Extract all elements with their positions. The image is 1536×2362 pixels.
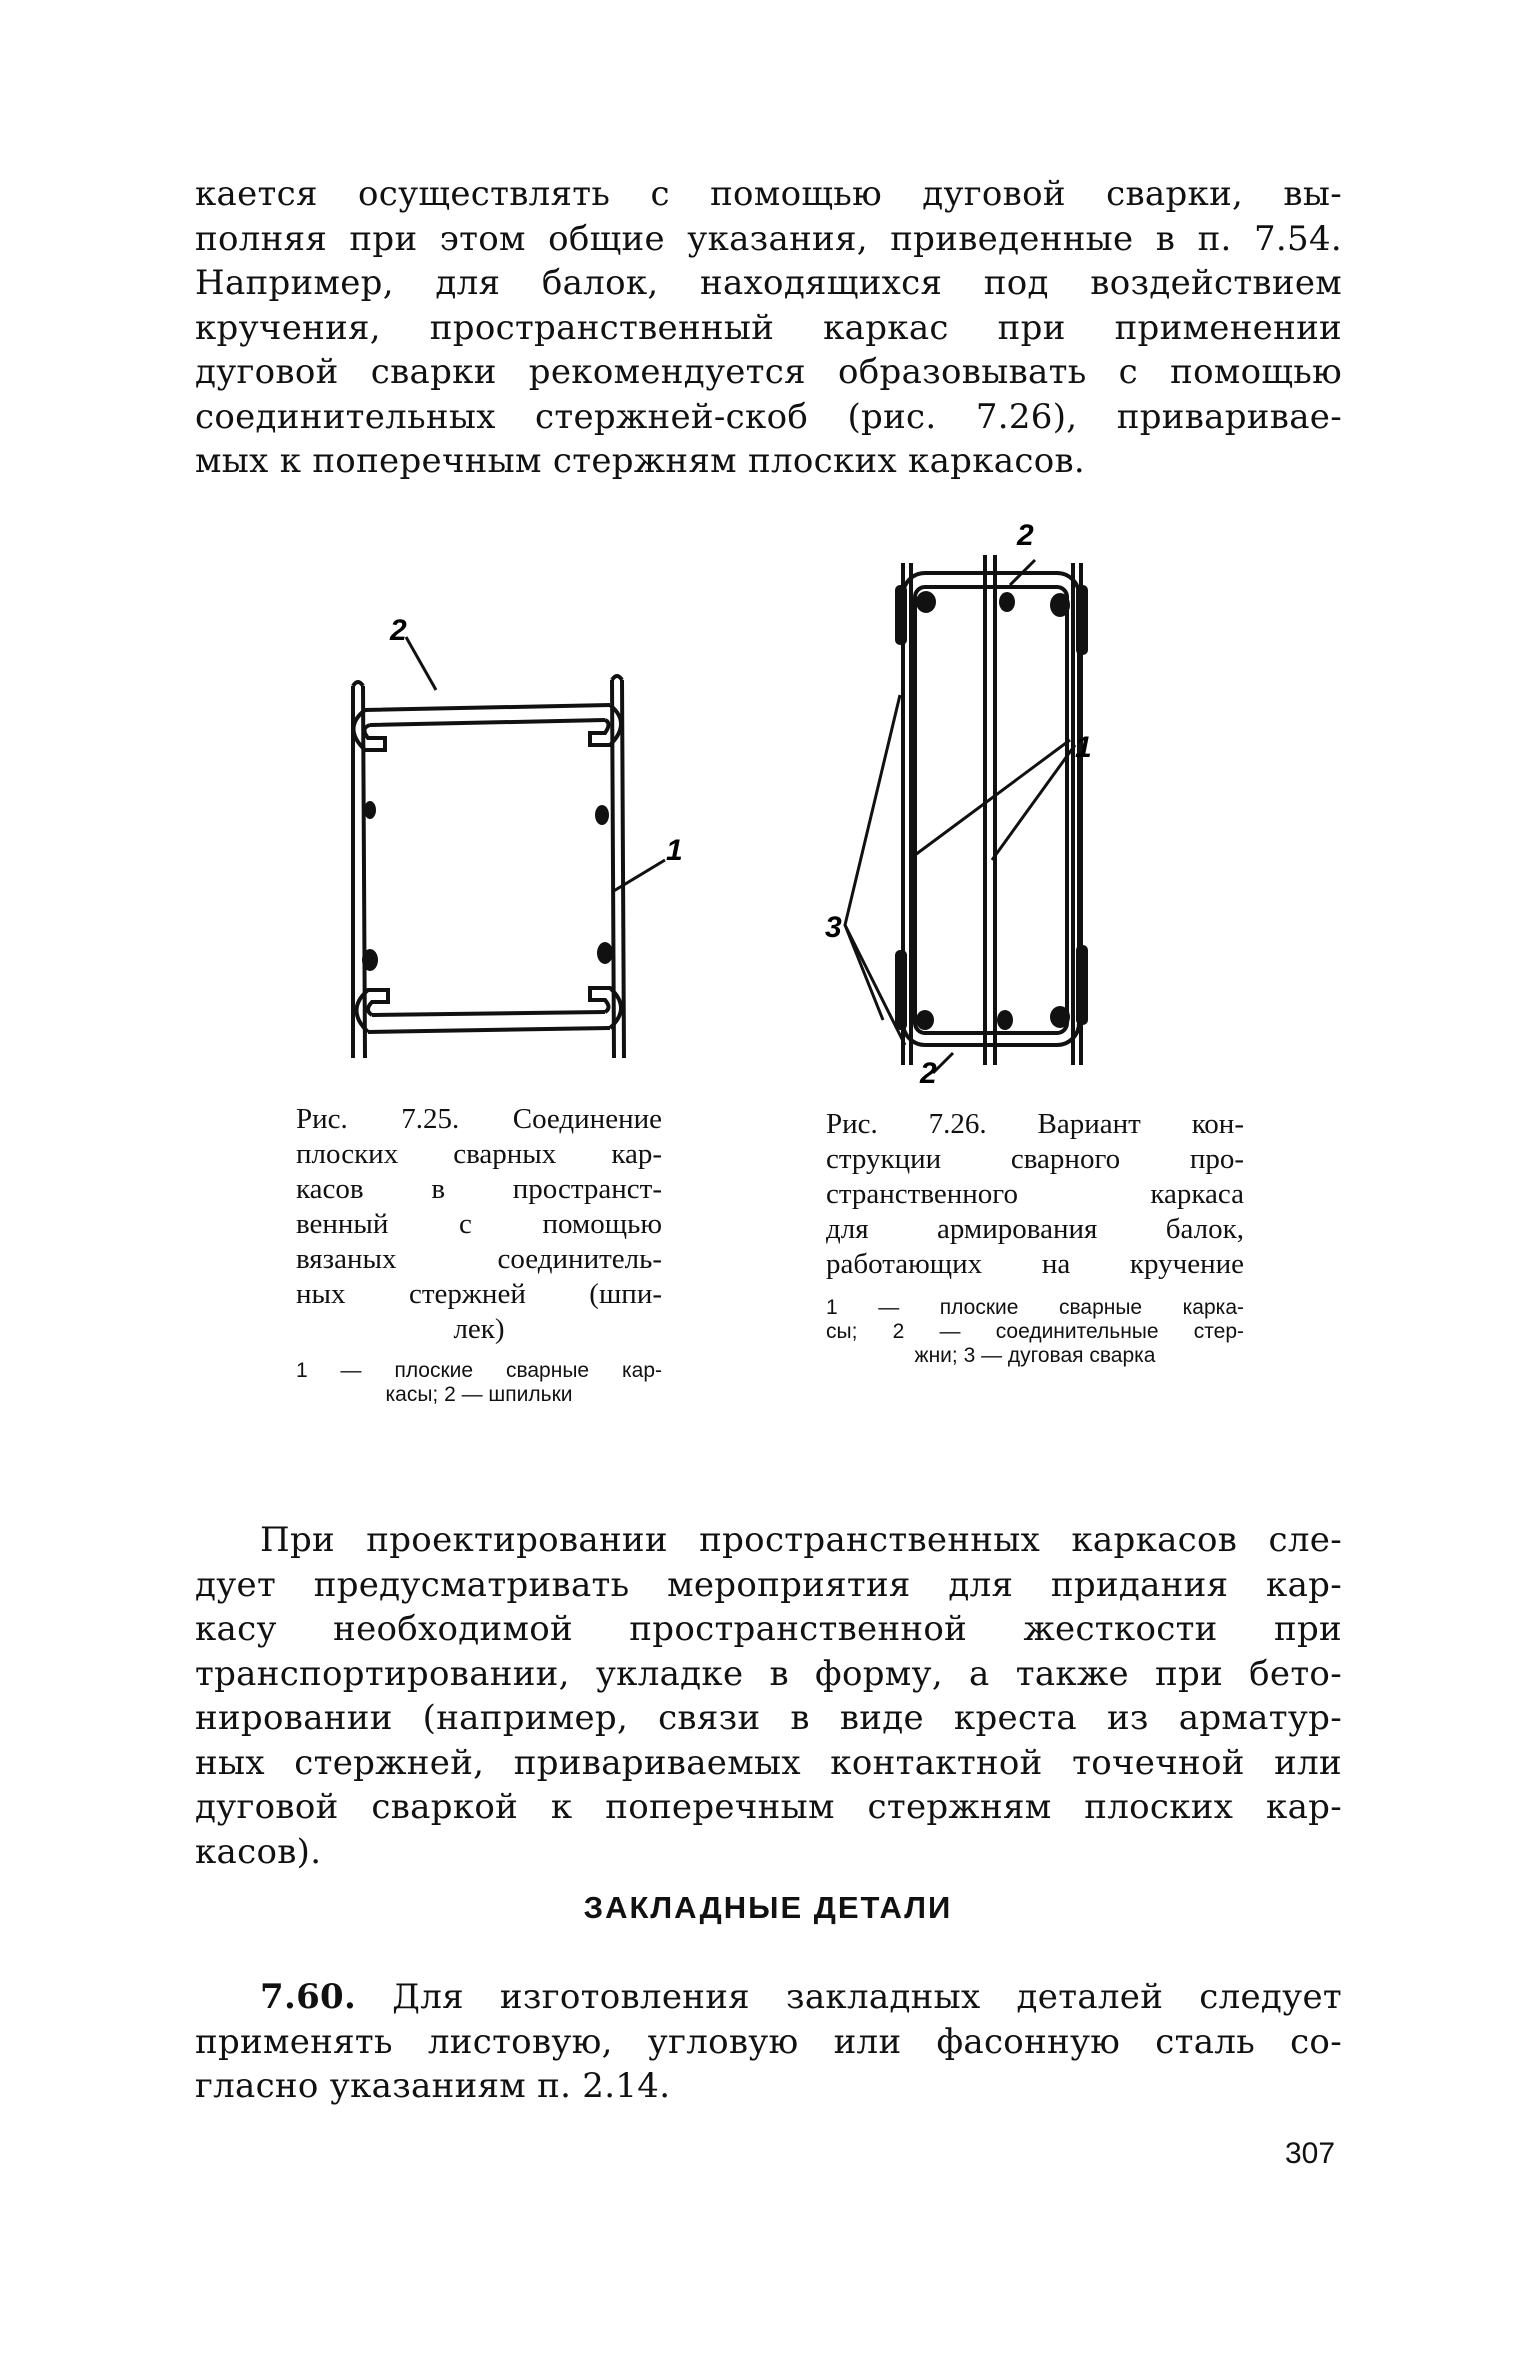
text-line: ных стержней, привариваемых контактной точечной или [195, 1742, 1342, 1783]
paragraph-7-60 [195, 1975, 1342, 2109]
caption-line: для армирования балок, [826, 1213, 1244, 1245]
label-1: 1 [1075, 731, 1092, 764]
text-line: транспортировании, укладке в форму, а также при бето- [195, 1653, 1342, 1694]
text-line: кручения, пространственный каркас при применении [195, 307, 1342, 348]
caption-line: вязаных соединитель- [296, 1243, 662, 1275]
text-line: полняя при этом общие указания, приведенные в п. 7.54. [195, 218, 1342, 259]
caption-line: венный с помощью [296, 1208, 662, 1240]
caption-line: ных стержней (шпи- [296, 1278, 662, 1310]
section-heading: ЗАКЛАДНЫЕ ДЕТАЛИ [583, 1890, 953, 1925]
text-line: дуговой сварки рекомендуется образовывать с помощью [195, 352, 1342, 392]
text-line: дует предусматривать мероприятия для придания кар- [195, 1564, 1342, 1605]
text-line: гласно указаниям п. 2.14. [195, 2066, 671, 2106]
text-line: применять листовую, угловую или фасонную сталь со- [195, 2021, 1342, 2062]
caption-line: Рис. 7.26. Вариант кон- [826, 1108, 1244, 1140]
paragraph-middle [195, 1518, 1342, 1874]
text-line: При проектировании пространственных каркасов сле- [260, 1520, 1342, 1560]
figure-7-26-caption [826, 1107, 1244, 1368]
text-line-content: Для изготовления закладных деталей следует [392, 1977, 1342, 2017]
text-line: мых к поперечным стержням плоских каркасов. [195, 441, 1086, 481]
caption-line: струкции сварного про- [826, 1143, 1244, 1175]
caption-line: касов в пространст- [296, 1173, 662, 1205]
page-number: 307 [1285, 2137, 1336, 2170]
label-2-bottom: 2 [920, 1057, 937, 1085]
label-1: 1 [666, 834, 683, 867]
text-line [195, 1975, 1342, 2020]
caption-line: странственного каркаса [826, 1178, 1244, 1210]
text-line: касов). [195, 1831, 322, 1872]
text-line: дуговой сваркой к поперечным стержням плоских кар- [195, 1787, 1342, 1827]
figure-7-25-drawing [320, 610, 720, 1070]
text-line: соединительных стержней-скоб (рис. 7.26), привариваe- [195, 396, 1342, 437]
text-line: нировании (например, связи в виде креста из арматур- [195, 1698, 1342, 1738]
caption-line: плоских сварных кар- [296, 1138, 662, 1170]
text-line: касу необходимой пространственной жесткости при [195, 1609, 1342, 1649]
figure-7-25-caption [296, 1102, 662, 1407]
label-2-top: 2 [1017, 519, 1034, 552]
legend-line: сы; 2 — соединительные стер- [826, 1320, 1244, 1343]
label-3: 3 [825, 911, 842, 944]
legend-line: жни; 3 — дуговая сварка [914, 1344, 1156, 1367]
label-2: 2 [390, 614, 407, 647]
figure-7-26-drawing [755, 505, 1255, 1085]
paragraph-number: 7.60. [260, 1977, 357, 2017]
legend-line: касы; 2 — шпильки [385, 1383, 573, 1406]
caption-line: Рис. 7.25. Соединение [296, 1103, 662, 1135]
text-line: кается осуществлять с помощью дуговой сварки, вы- [195, 174, 1342, 214]
legend-line: 1 — плоские сварные кар- [296, 1359, 662, 1382]
legend-line: 1 — плоские сварные карка- [826, 1296, 1244, 1319]
caption-line: работающих на кручение [826, 1248, 1244, 1280]
text-line: Например, для балок, находящихся под воздействием [195, 263, 1342, 303]
paragraph-top [195, 172, 1342, 484]
caption-line: лек) [453, 1313, 505, 1345]
